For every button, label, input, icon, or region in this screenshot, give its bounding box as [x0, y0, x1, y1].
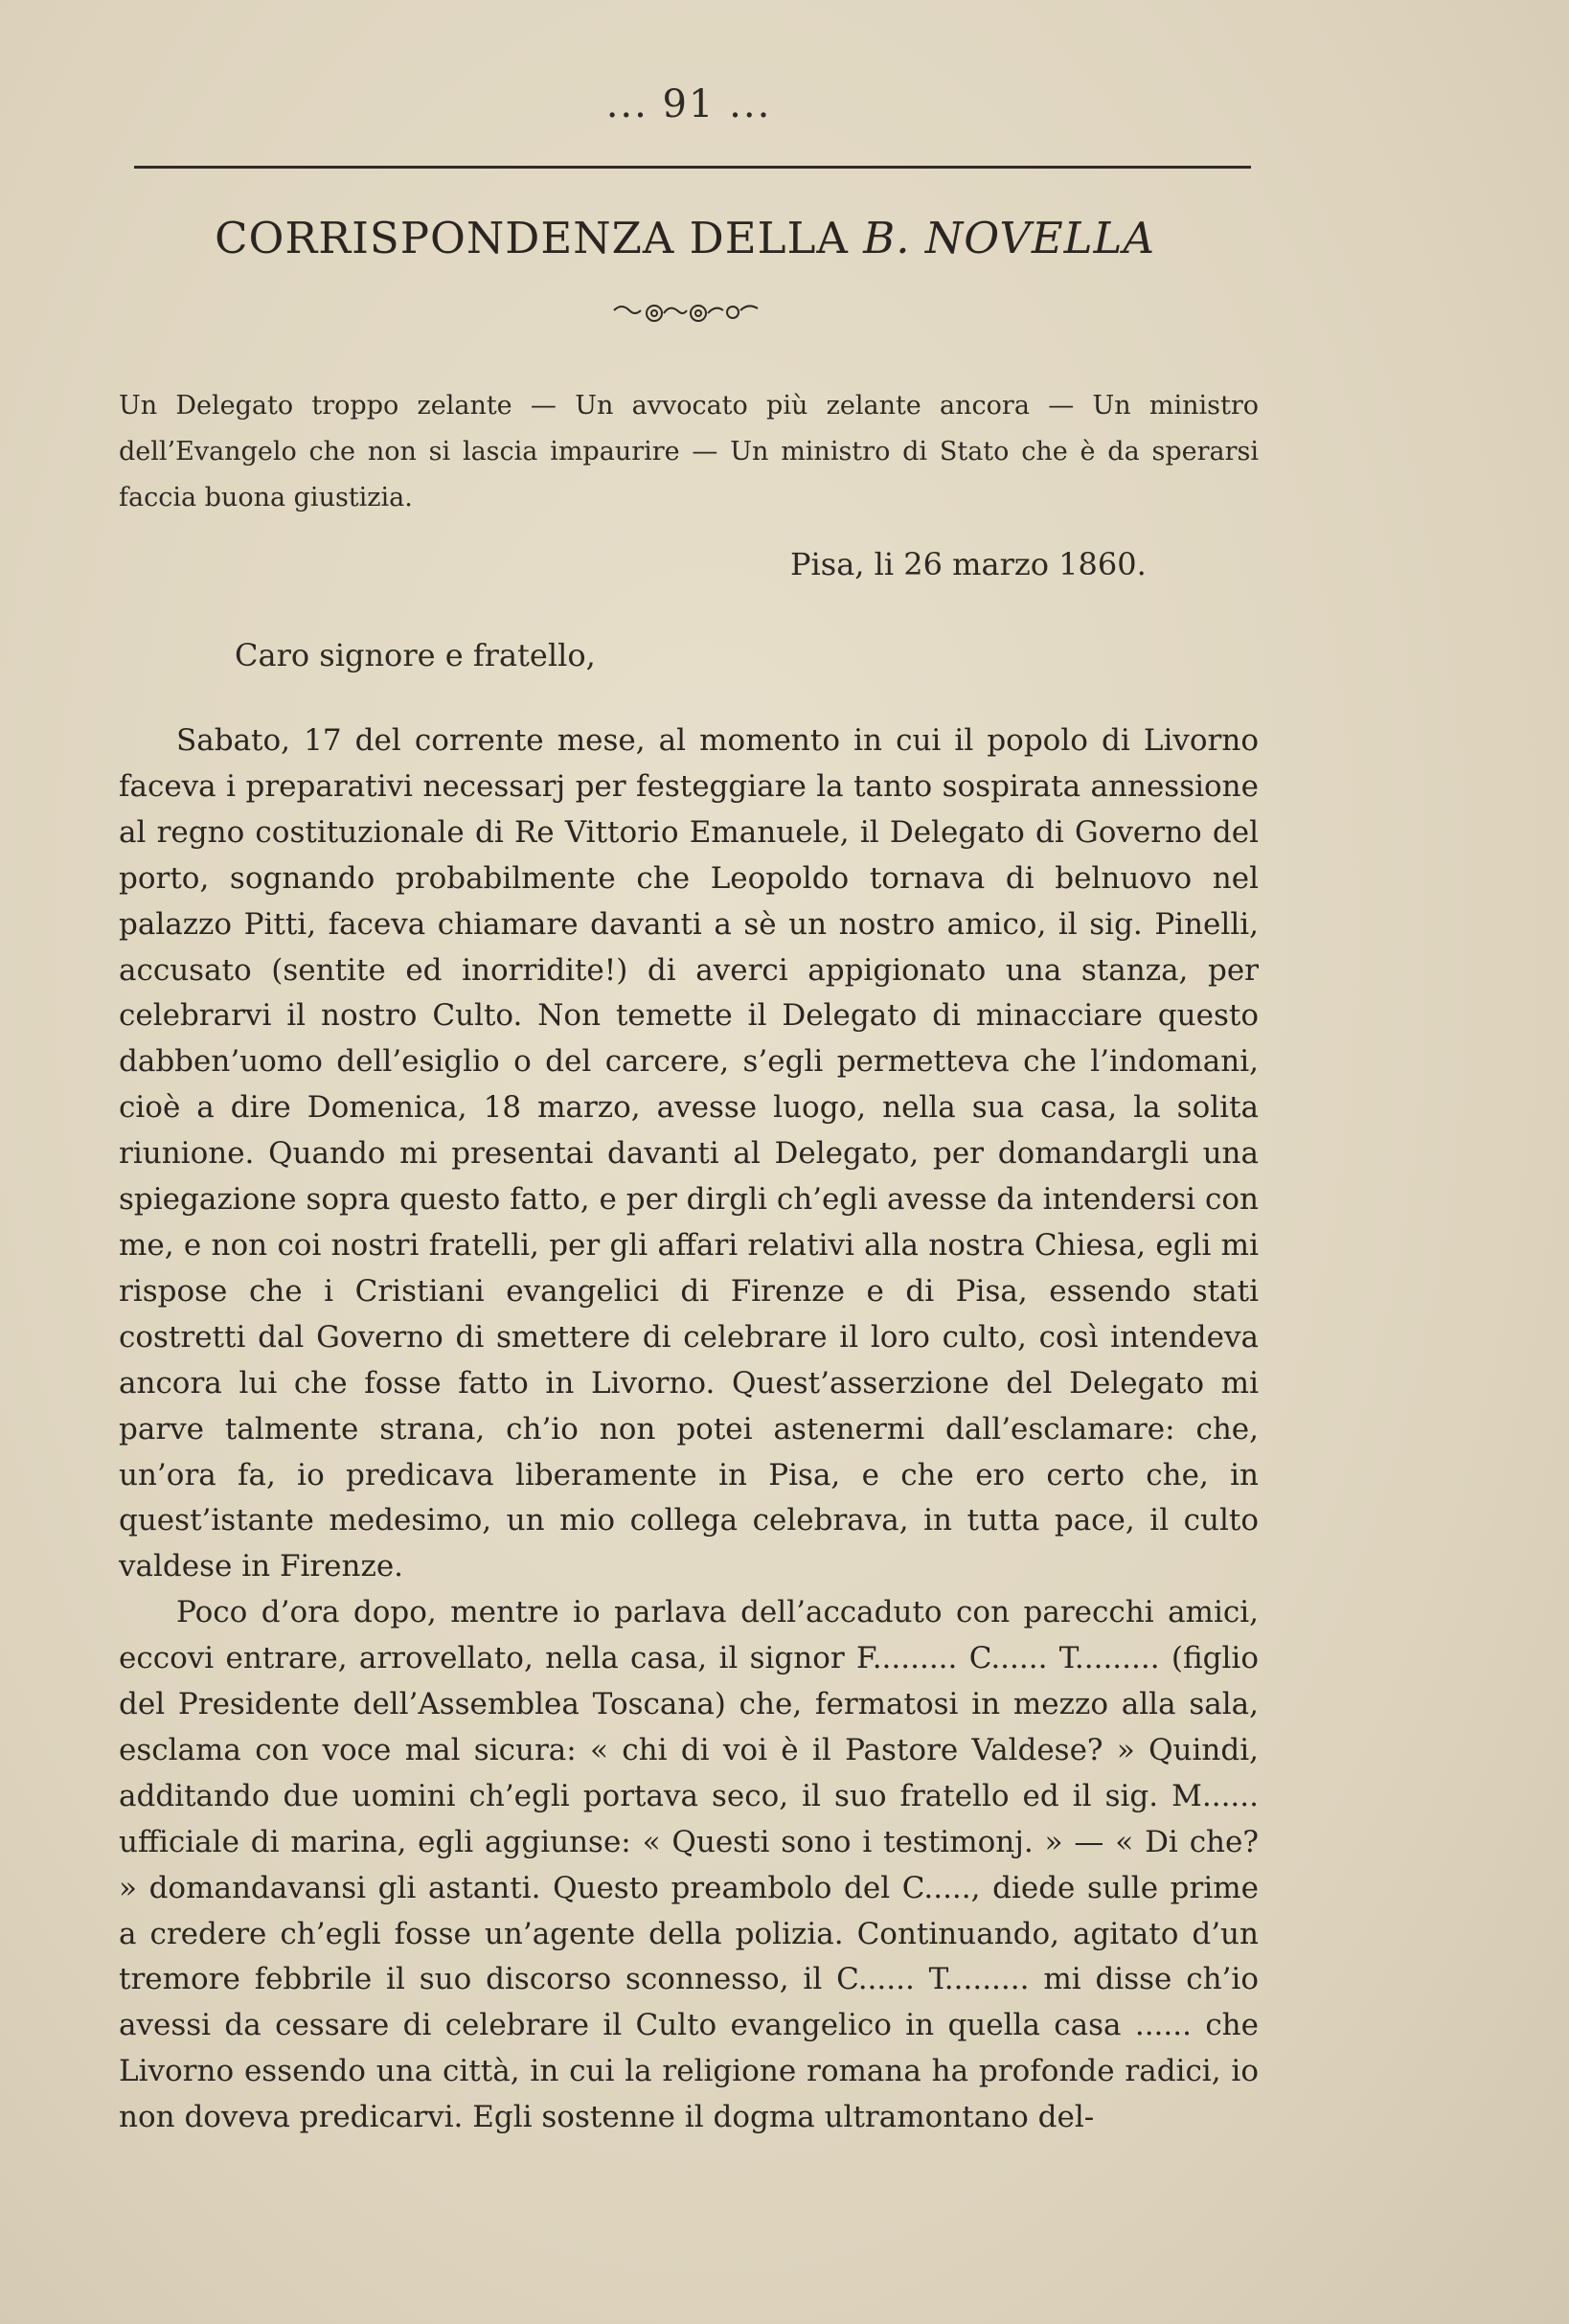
salutation: Caro signore e fratello,	[235, 637, 596, 673]
title-main: CORRISPONDENZA DELLA	[215, 213, 864, 263]
title-italic: B. NOVELLA	[863, 213, 1155, 263]
fleuron-ornament	[0, 299, 1370, 331]
page-number: ... 91 ...	[605, 82, 772, 126]
header-rule	[134, 166, 1251, 169]
fleuron-icon	[608, 299, 762, 328]
paragraph: Sabato, 17 del corrente mese, al momento in cui il popolo di Livorno faceva i preparativi necessarj per festeggiare la tanto sospirata annessione al regno costituzionale di Re Vittorio Emanuele, il Delegato di Governo del porto, sognando probabilmente che Leopoldo tornava di belnuovo nel palazzo Pitti, faceva chiamare davanti a sè un nostro amico, il sig. Pinelli, accusato (sentite ed inorridite!) di averci appigionato una stanza, per celebrarvi il nostro Culto. Non temette il Delegato di minacciare questo dabben’uomo dell’esiglio o del carcere, s’egli permetteva che l’indomani, cioè a dire Domenica, 18 marzo, avesse luogo, nella sua casa, la solita riunione. Quando mi presentai davanti al Delegato, per domandargli una spiegazione sopra questo fatto, e per dirgli ch’egli avesse da intendersi con me, e non coi nostri fratelli, per gli affari relativi alla nostra Chiesa, egli mi rispose che i Cristiani evangelici di Firenze e di Pisa, essendo stati costretti dal Governo di smettere di celebrare il loro culto, così intendeva ancora lui che fosse fatto in Livorno. Quest’asserzione del Delegato mi parve talmente strana, ch’io non potei astenermi dall’esclamare: che, un’ora fa, io predicava liberamente in Pisa, e che ero certo che, in quest’istante medesimo, un mio collega celebrava, in tutta pace, il culto valdese in Firenze.	[119, 723, 1259, 1584]
article-summary: Un Delegato troppo zelante — Un avvocato più zelante ancora — Un ministro dell’Evangelo che non si lascia impaurire — Un ministro di Stato che è da sperarsi faccia buona giustizia.	[119, 391, 1259, 513]
article-title	[0, 213, 1370, 263]
paragraph: Poco d’ora dopo, mentre io parlava dell’accaduto con parecchi amici, eccovi entrare, arrovellato, nella casa, il signor F......... C...... T......... (figlio del Presidente dell’Assemblea Toscana) che, fermatosi in mezzo alla sala, esclama con voce mal sicura: « chi di voi è il Pastore Valdese? » Quindi, additando due uomini ch’egli portava seco, il suo fratello ed il sig. M...... ufficiale di marina, egli aggiunse: « Questi sono i testimonj. » — « Di che? » domandavansi gli astanti. Questo preambolo del C....., diede sulle prime a credere ch’egli fosse un’agente della polizia. Continuando, agitato d’un tremore febbrile il suo discorso sconnesso, il C...... T......... mi disse ch’io avessi da cessare di celebrare il Culto evangelico in quella casa ...... che Livorno essendo una città, in cui la religione romana ha profonde radici, io non doveva predicarvi. Egli sostenne il dogma ultramontano del-	[119, 1595, 1259, 2135]
letter-body	[119, 718, 1259, 2141]
dateline: Pisa, li 26 marzo 1860.	[790, 546, 1147, 582]
